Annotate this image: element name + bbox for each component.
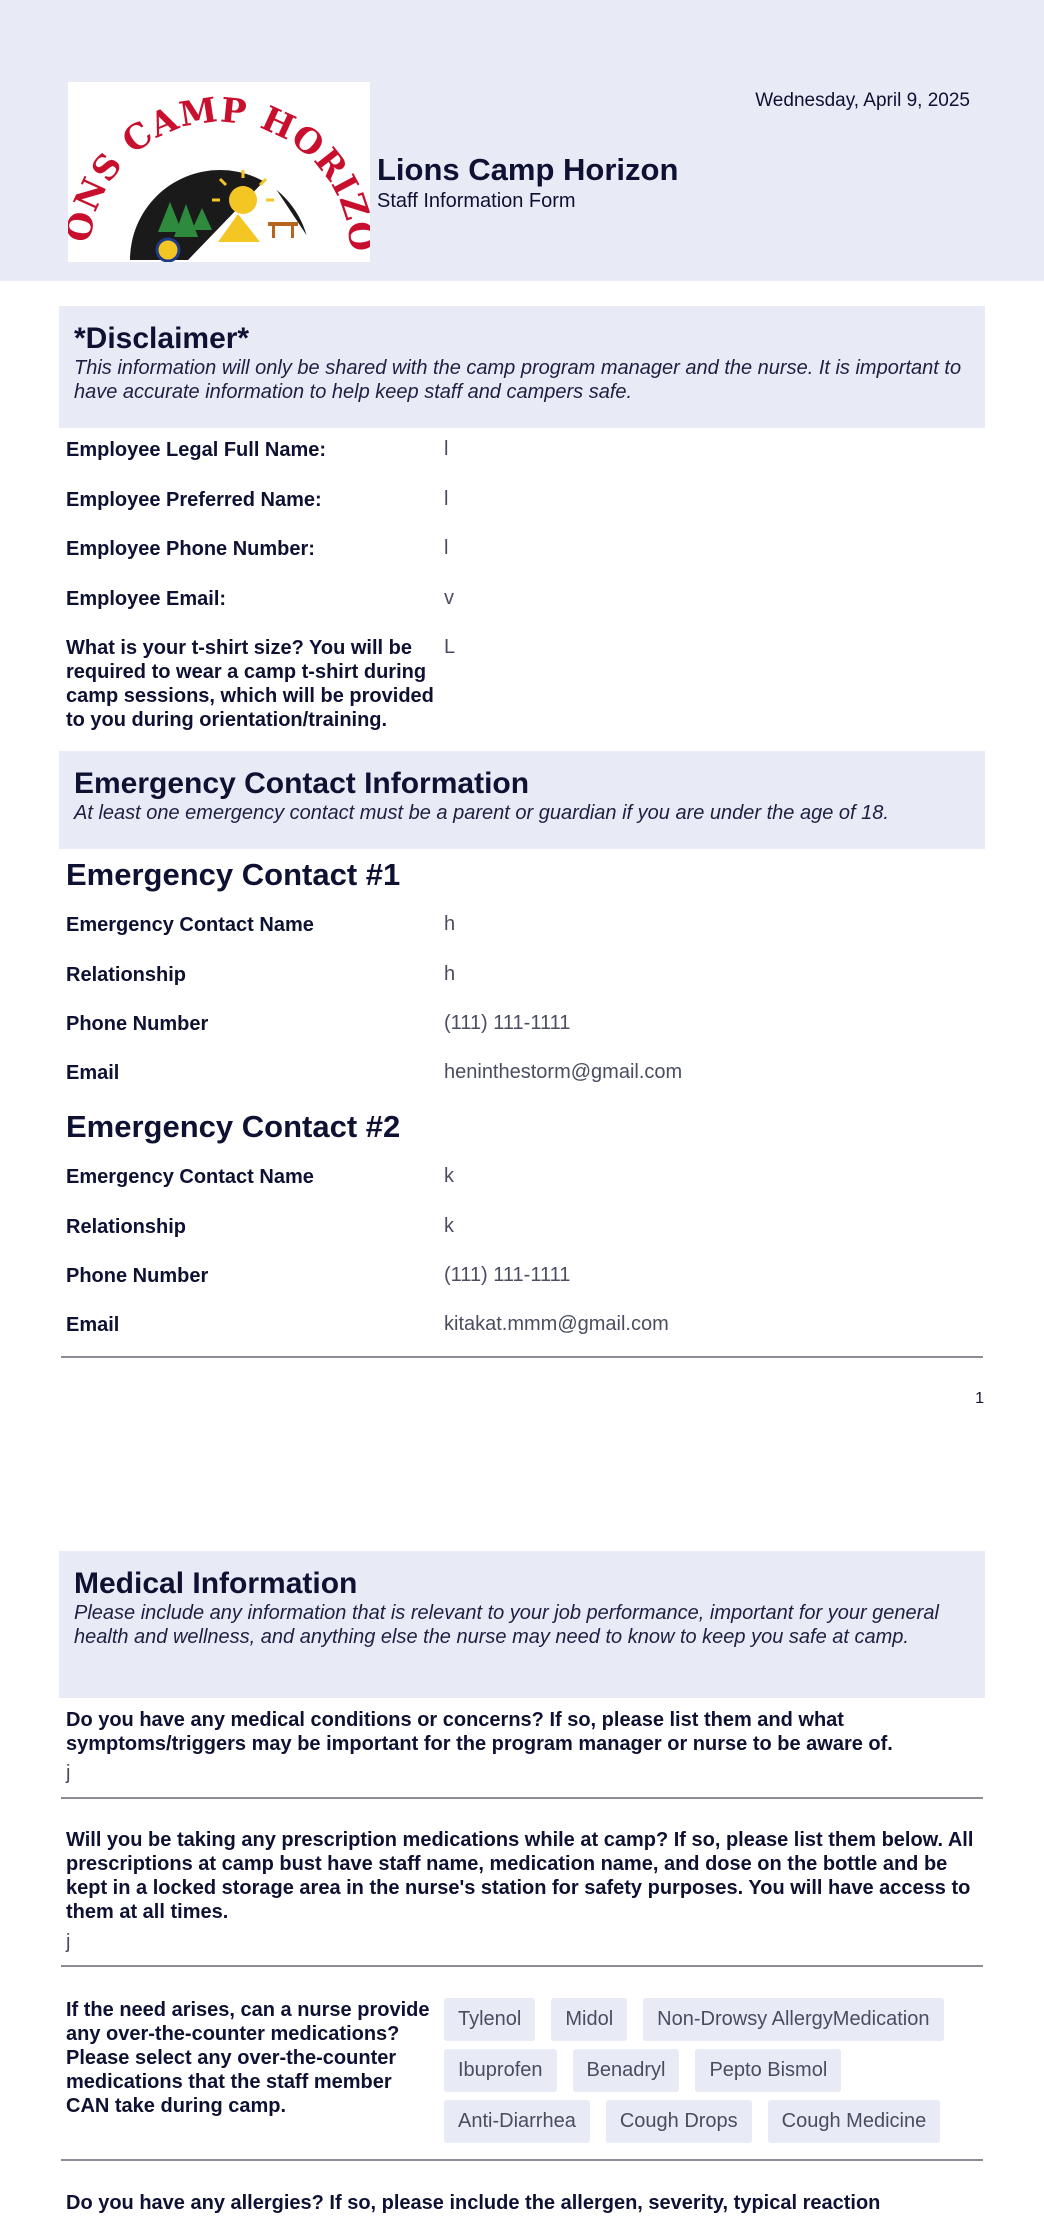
employee-preferred-name-value[interactable]: l — [444, 488, 449, 510]
emergency-text: At least one emergency contact must be a parent or guardian if you are under the age of 18. — [74, 802, 889, 824]
contact1-email-value[interactable]: heninthestorm@gmail.com — [444, 1061, 683, 1083]
contact2-heading: Emergency Contact #2 — [66, 1109, 401, 1144]
otc-option-ibuprofen[interactable]: Ibuprofen — [444, 2049, 557, 2092]
medical-conditions-answer[interactable]: j — [66, 1762, 71, 1784]
contact1-email-label: Email — [66, 1062, 120, 1084]
section-divider — [61, 1797, 983, 1799]
employee-legal-name-label: Employee Legal Full Name: — [66, 439, 327, 461]
employee-email-value[interactable]: v — [444, 587, 454, 609]
otc-option-midol[interactable]: Midol — [551, 1998, 627, 2041]
medical-text: Please include any information that is relevant to your job performance, important for your general health and wellness, and anything else the nurse may need to know to keep you safe at camp. — [74, 1602, 939, 1648]
emergency-title: Emergency Contact Information — [74, 767, 530, 800]
contact1-name-value[interactable]: h — [444, 913, 456, 935]
otc-option-cough-medicine[interactable]: Cough Medicine — [768, 2100, 941, 2143]
camp-logo — [68, 82, 370, 262]
otc-option-anti-diarrhea[interactable]: Anti-Diarrhea — [444, 2100, 590, 2143]
employee-email-label: Employee Email: — [66, 588, 227, 610]
employee-phone-value[interactable]: l — [444, 537, 449, 559]
contact1-relationship-value[interactable]: h — [444, 963, 456, 985]
disclaimer-box — [59, 306, 985, 428]
medical-title: Medical Information — [74, 1567, 358, 1600]
medical-box — [59, 1551, 985, 1698]
form-title: Lions Camp Horizon — [377, 152, 679, 187]
emergency-box — [59, 751, 985, 849]
contact2-phone-label: Phone Number — [66, 1265, 209, 1287]
contact1-name-label: Emergency Contact Name — [66, 914, 314, 936]
contact1-phone-label: Phone Number — [66, 1013, 209, 1035]
tshirt-size-value[interactable]: L — [444, 636, 456, 658]
employee-phone-label: Employee Phone Number: — [66, 538, 315, 560]
section-divider — [61, 2159, 983, 2161]
prescriptions-answer[interactable]: j — [66, 1931, 71, 1953]
form-subtitle: Staff Information Form — [377, 190, 576, 212]
otc-medications-question: If the need arises, can a nurse provide any over-the-counter medications? Please select any over-the-counter medications that the staff member CAN take during camp. — [66, 1999, 430, 2117]
page-number: 1 — [975, 1390, 984, 1407]
otc-option-tylenol[interactable]: Tylenol — [444, 1998, 535, 2041]
contact2-relationship-label: Relationship — [66, 1216, 187, 1238]
contact2-name-value[interactable]: k — [444, 1165, 454, 1187]
logo-arc-text: NS CAMP HORI — [68, 89, 367, 217]
contact2-phone-value[interactable]: (111) 111-1111 — [444, 1264, 571, 1286]
contact1-heading: Emergency Contact #1 — [66, 857, 401, 892]
disclaimer-title: *Disclaimer* — [74, 322, 250, 355]
disclaimer-text: This information will only be shared with the camp program manager and the nurse. It is important to have accurate information to help keep staff and campers safe. — [74, 357, 962, 403]
contact1-relationship-label: Relationship — [66, 964, 187, 986]
contact2-name-label: Emergency Contact Name — [66, 1166, 314, 1188]
prescriptions-question: Will you be taking any prescription medications while at camp? If so, please list them below. All prescriptions at camp bust have staff name, medication name, and dose on the bottle and be kept in a locked storage area in the nurse's station for safety purposes. You will have access to them at all times. — [66, 1829, 974, 1923]
otc-option-pepto-bismol[interactable]: Pepto Bismol — [695, 2049, 841, 2092]
allergies-question: Do you have any allergies? If so, please include the allergen, severity, typical reaction — [66, 2192, 881, 2214]
contact1-phone-value[interactable]: (111) 111-1111 — [444, 1012, 571, 1034]
contact2-email-value[interactable]: kitakat.mmm@gmail.com — [444, 1313, 669, 1335]
section-divider — [61, 1965, 983, 1967]
otc-option-allergy-medication[interactable]: Non-Drowsy AllergyMedication — [643, 1998, 943, 2041]
employee-preferred-name-label: Employee Preferred Name: — [66, 489, 322, 511]
employee-legal-name-value[interactable]: l — [444, 438, 449, 460]
form-date: Wednesday, April 9, 2025 — [755, 90, 970, 111]
otc-option-benadryl[interactable]: Benadryl — [573, 2049, 680, 2092]
otc-medications-options — [444, 1998, 974, 2143]
page-divider — [61, 1356, 983, 1358]
tshirt-size-label: What is your t-shirt size? You will be required to wear a camp t-shirt during camp sessions, which will be provided to you during orientation/training. — [66, 637, 434, 731]
medical-conditions-question: Do you have any medical conditions or concerns? If so, please list them and what symptoms/triggers may be important for the program manager or nurse to be aware of. — [66, 1709, 893, 1755]
contact2-relationship-value[interactable]: k — [444, 1215, 454, 1237]
contact2-email-label: Email — [66, 1314, 120, 1336]
otc-option-cough-drops[interactable]: Cough Drops — [606, 2100, 752, 2143]
